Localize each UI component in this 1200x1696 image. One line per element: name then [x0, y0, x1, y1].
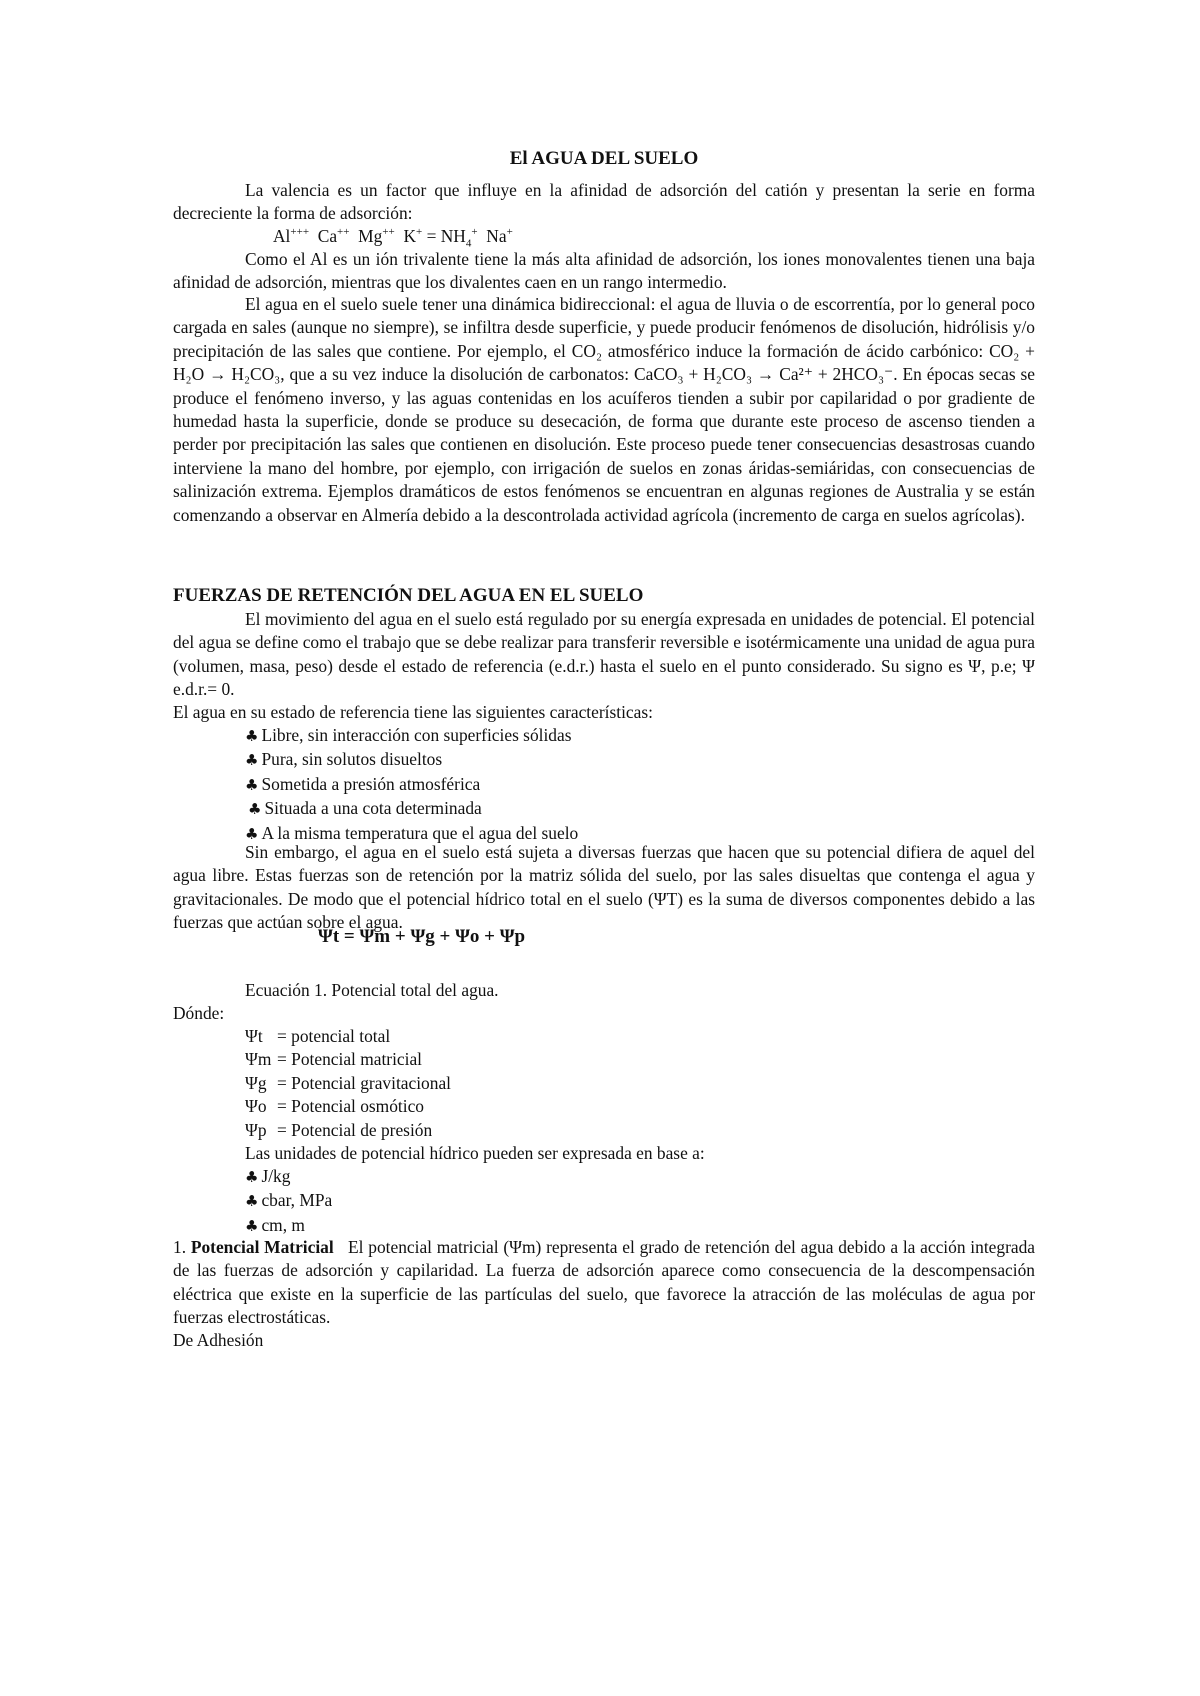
list-item: ♣ Pura, sin solutos disueltos — [245, 749, 443, 770]
section-paragraph-1: El movimiento del agua en el suelo está regulado por su energía expresada en unidades de potencial. El potencial del agua se define como el trabajo que se debe realizar para transferir reversible e isotérmicamente una unidad de agua pura (volumen, masa, peso) desde el estado de referencia (e.d.r.) hasta el suelo en el punto considerado. Su signo es Ψ, p.e; Ψ e.d.r.= 0. — [173, 609, 1035, 700]
intro-paragraph-3: El agua en el suelo suele tener una dinámica bidireccional: el agua de lluvia o de escorrentía, por lo general poco cargada en sales (aunque no siempre), se infiltra desde superficie, y puede producir fenómenos de disolución, hidrólisis y/o precipitación de las sales que contiene. Por ejemplo, el CO₂ atmosférico induce la formación de ácido carbónico: CO₂ + H₂O → H₂CO₃, que a su vez induce la disolución de carbonatos: CaCO₃ + H₂CO₃ → Ca²⁺ + 2HCO₃⁻. En épocas secas se produce el fenómeno inverso, y las aguas contenidas en los acuíferos tienden a subir por capilaridad o por gradiente de humedad hasta la superficie, donde se produce su desecación, de forma que durante este proceso de ascenso tienden a perder por precipitación las sales que contienen en disolución. Este proceso puede tener consecuencias desastrosas cuando interviene la mano del hombre, por ejemplo, con irrigación de suelos en zonas áridas-semiáridas, con consecuencias de salinización extrema. Ejemplos dramáticos de estos fenómenos se encuentran en algunas regiones de Australia y se están comenzando a observar en Almería debido a la descontrolada actividad agrícola (incremento de carga en suelos agrícolas). — [173, 294, 1035, 525]
definition-item: Ψm = Potencial matricial — [245, 1049, 423, 1070]
potential-equation: Ψt = Ψm + Ψg + Ψo + Ψp — [318, 926, 526, 947]
club-bullet-icon: ♣ — [245, 1216, 259, 1235]
characteristics-list — [245, 724, 1107, 846]
list-item: ♣ Libre, sin interacción con superficies sólidas — [245, 725, 572, 745]
club-bullet-icon: ♣ — [245, 1192, 259, 1211]
definition-item: Ψt = potencial total — [245, 1026, 391, 1046]
list-item: ♣ cm, m — [245, 1214, 305, 1235]
club-bullet-icon: ♣ — [245, 751, 259, 770]
club-bullet-icon: ♣ — [248, 800, 262, 819]
definition-item: Ψg = Potencial gravitacional — [245, 1072, 451, 1093]
list-item: ♣ Situada a una cota determinada — [248, 798, 482, 819]
section-paragraph-2: El agua en su estado de referencia tiene las siguientes características: — [173, 702, 653, 722]
definitions-list — [245, 1025, 1035, 1142]
definition-item: Ψp = Potencial de presión — [245, 1119, 433, 1140]
list-item: ♣ Sometida a presión atmosférica — [245, 773, 481, 794]
adhesion-label: De Adhesión — [173, 1330, 264, 1350]
club-bullet-icon: ♣ — [245, 824, 259, 843]
matricial-number: 1. — [173, 1237, 187, 1257]
intro-paragraph-1: La valencia es un factor que influye en la afinidad de adsorción del catión y presentan la serie en forma decreciente la forma de adsorción: — [173, 180, 1035, 224]
club-bullet-icon: ♣ — [245, 1168, 259, 1186]
matricial-text: El potencial matricial (Ψm) representa el grado de retención del agua debido a la acción integrada de las fuerzas de adsorción y capilaridad. La fuerza de adsorción aparece como consecuencia de la descompensación eléctrica que existe en la superficie de las partículas del suelo, que favorece la atracción de las moléculas de agua por fuerzas electrostáticas. — [173, 1237, 1036, 1328]
matricial-paragraph — [173, 1236, 1035, 1330]
list-item: ♣ J/kg — [245, 1166, 291, 1186]
club-bullet-icon: ♣ — [245, 775, 259, 794]
intro-paragraph-2: Como el Al es un ión trivalente tiene la más alta afinidad de adsorción, los iones monovalentes tienen una baja afinidad de adsorción, mientras que los divalentes caen en un rango intermedio. — [173, 249, 1035, 293]
section-paragraph-3: Sin embargo, el agua en el suelo está sujeta a diversas fuerzas que hacen que su potencial difiera de aquel del agua libre. Estas fuerzas son de retención por la matriz sólida del suelo, por las sales disueltas que contenga el agua y gravitacionales. De modo que el potencial hídrico total en el suelo (ΨT) es la suma de diversos componentes debido a las fuerzas que actúan sobre el agua. — [173, 842, 1035, 933]
units-list — [245, 1165, 1107, 1238]
definition-item: Ψo = Potencial osmótico — [245, 1096, 424, 1117]
matricial-title: Potencial Matricial — [190, 1237, 334, 1257]
ion-series: Al+++ Ca++ Mg++ $K^+ = NH_4^+$ Na+ — [273, 226, 513, 250]
club-bullet-icon: ♣ — [245, 727, 259, 745]
list-item: ♣ A la misma temperatura que el agua del suelo — [245, 822, 579, 843]
section-heading: FUERZAS DE RETENCIÓN DEL AGUA EN EL SUELO — [173, 585, 644, 606]
donde-label: Dónde: — [173, 1003, 225, 1023]
units-intro: Las unidades de potencial hídrico pueden ser expresada en base a: — [245, 1143, 705, 1163]
equation-caption: Ecuación 1. Potencial total del agua. — [245, 980, 499, 1000]
list-item: ♣ cbar, MPa — [245, 1190, 333, 1211]
document-title: El AGUA DEL SUELO — [509, 148, 699, 169]
